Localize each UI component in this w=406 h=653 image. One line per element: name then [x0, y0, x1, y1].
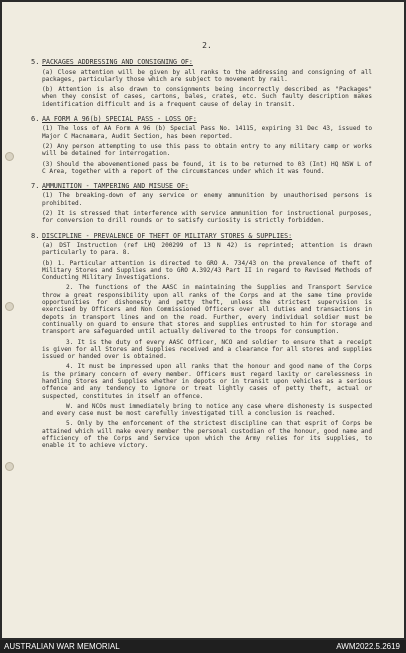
- paragraph: (1) The loss of AA Form A 96 (b) Special Pass No. 14115, expiring 31 Dec 43, issued to Major C Macnamara, Audit Section, has been reported.: [42, 125, 372, 140]
- section-7: [31, 182, 372, 225]
- section-heading: AMMUNITION - TAMPERING AND MISUSE OF:: [42, 182, 189, 191]
- section-number: 7.: [31, 182, 40, 191]
- section-5: [31, 58, 372, 108]
- paragraph: 5. Only by the enforcement of the strictest discipline can that esprit of Corps be attained which will make every member the personal custodian of the honour, good name and efficiency of the Corps and Service upon which the Army relies for its supplies, to enable it to achieve victory.: [42, 420, 372, 450]
- punch-holes: [2, 2, 16, 638]
- paragraph: (b) Attention is also drawn to consignments being incorrectly described as "Packages" when they consist of cases, cartons, bales, crates, etc. Such faulty description makes identification difficult and is a frequent cause of delay in transit.: [42, 86, 372, 108]
- section-number: 6.: [31, 115, 40, 124]
- section-number: 8.: [31, 231, 40, 240]
- footer-accession-number: AWM2022.5.2619: [336, 642, 400, 651]
- paragraph: (2) Any person attempting to use this pass to obtain entry to any military camp or works will be detained for interrogation.: [42, 142, 372, 158]
- archive-footer: [0, 640, 406, 653]
- punch-hole: [5, 152, 14, 161]
- paragraph: (3) Should the abovementioned pass be found, it is to be returned to 03 (Int) HQ NSW L of C Area, together with a report of the circumstances under which it was found.: [42, 160, 372, 175]
- section-heading: AA FORM A 96(b) SPECIAL PASS - LOSS OF:: [42, 115, 197, 124]
- paragraph: (b) 1. Particular attention is directed to GRO A. 734/43 on the prevalence of theft of Military Stores and Supplies and to GRO A.392/43 Part II in regard to Revised Methods of Conducting Military Investigations.: [42, 259, 372, 282]
- section-heading: DISCIPLINE - PREVALENCE OF THEFT OF MILITARY STORES & SUPPLIES:: [42, 231, 293, 240]
- section-8: [31, 231, 372, 450]
- document-page: [2, 2, 404, 638]
- paragraph: 3. It is the duty of every AASC Officer, NCO and soldier to ensure that a receipt is given for all Stores and Supplies received and a clearance for all stores and supplies issued or handed over is obtained.: [42, 338, 372, 361]
- paragraph: (a) DST Instruction (ref LHQ 200299 of 13 N 42) is reprinted; attention is drawn particularly to para. 8.: [42, 241, 372, 257]
- document-body: [31, 41, 372, 458]
- punch-hole: [5, 302, 14, 311]
- paragraph: (2) It is stressed that interference with service ammunition for instructional purposes, for conversion to drill rounds or to satisfy curiosity is strictly forbidden.: [42, 210, 372, 225]
- paragraph: W. and NCOs must immediately bring to notice any case where dishonesty is suspected and every case must be most carefully investigated till a conclusion is reached.: [42, 402, 372, 418]
- paragraph: (a) Close attention will be given by all ranks to the addressing and consigning of all packages, particularly those which are subject to movement by rail.: [42, 68, 372, 83]
- paragraph: (1) The breaking-down of any service or enemy ammunition by unauthorised persons is prohibited.: [42, 192, 372, 207]
- paragraph: 2. The functions of the AASC in maintaining the Supplies and Transport Service throw a great responsibility upon all ranks of the Corps and at the same time provide opportunities for dishonesty and petty theft, unless the strictest supervision is exercised by Officers and Non Commissioned Officers over all duties and transactions in depots in transport lines and on the road. Further, every individual soldier must be continually on guard to ensure that stores and supplies entrusted to him for storage and transport are safeguarded until actually delivered to the troops for consumption.: [42, 284, 372, 336]
- section-6: [31, 115, 372, 175]
- page-number: 2.: [202, 41, 212, 50]
- punch-hole: [5, 462, 14, 471]
- section-heading: PACKAGES ADDRESSING AND CONSIGNING OF:: [42, 58, 193, 67]
- section-number: 5.: [31, 58, 40, 67]
- footer-institution: AUSTRALIAN WAR MEMORIAL: [4, 642, 120, 651]
- paragraph: 4. It must be impressed upon all ranks that the honour and good name of the Corps is the primary concern of every member. Officers must regard laxity or carelessness in handling Stores and Supplies whether in depots or in transit upon vehicles as a serious offence and any tendency to ignore or treat lightly cases of petty theft, actual or suspected, constitutes in itself an offence.: [42, 363, 372, 400]
